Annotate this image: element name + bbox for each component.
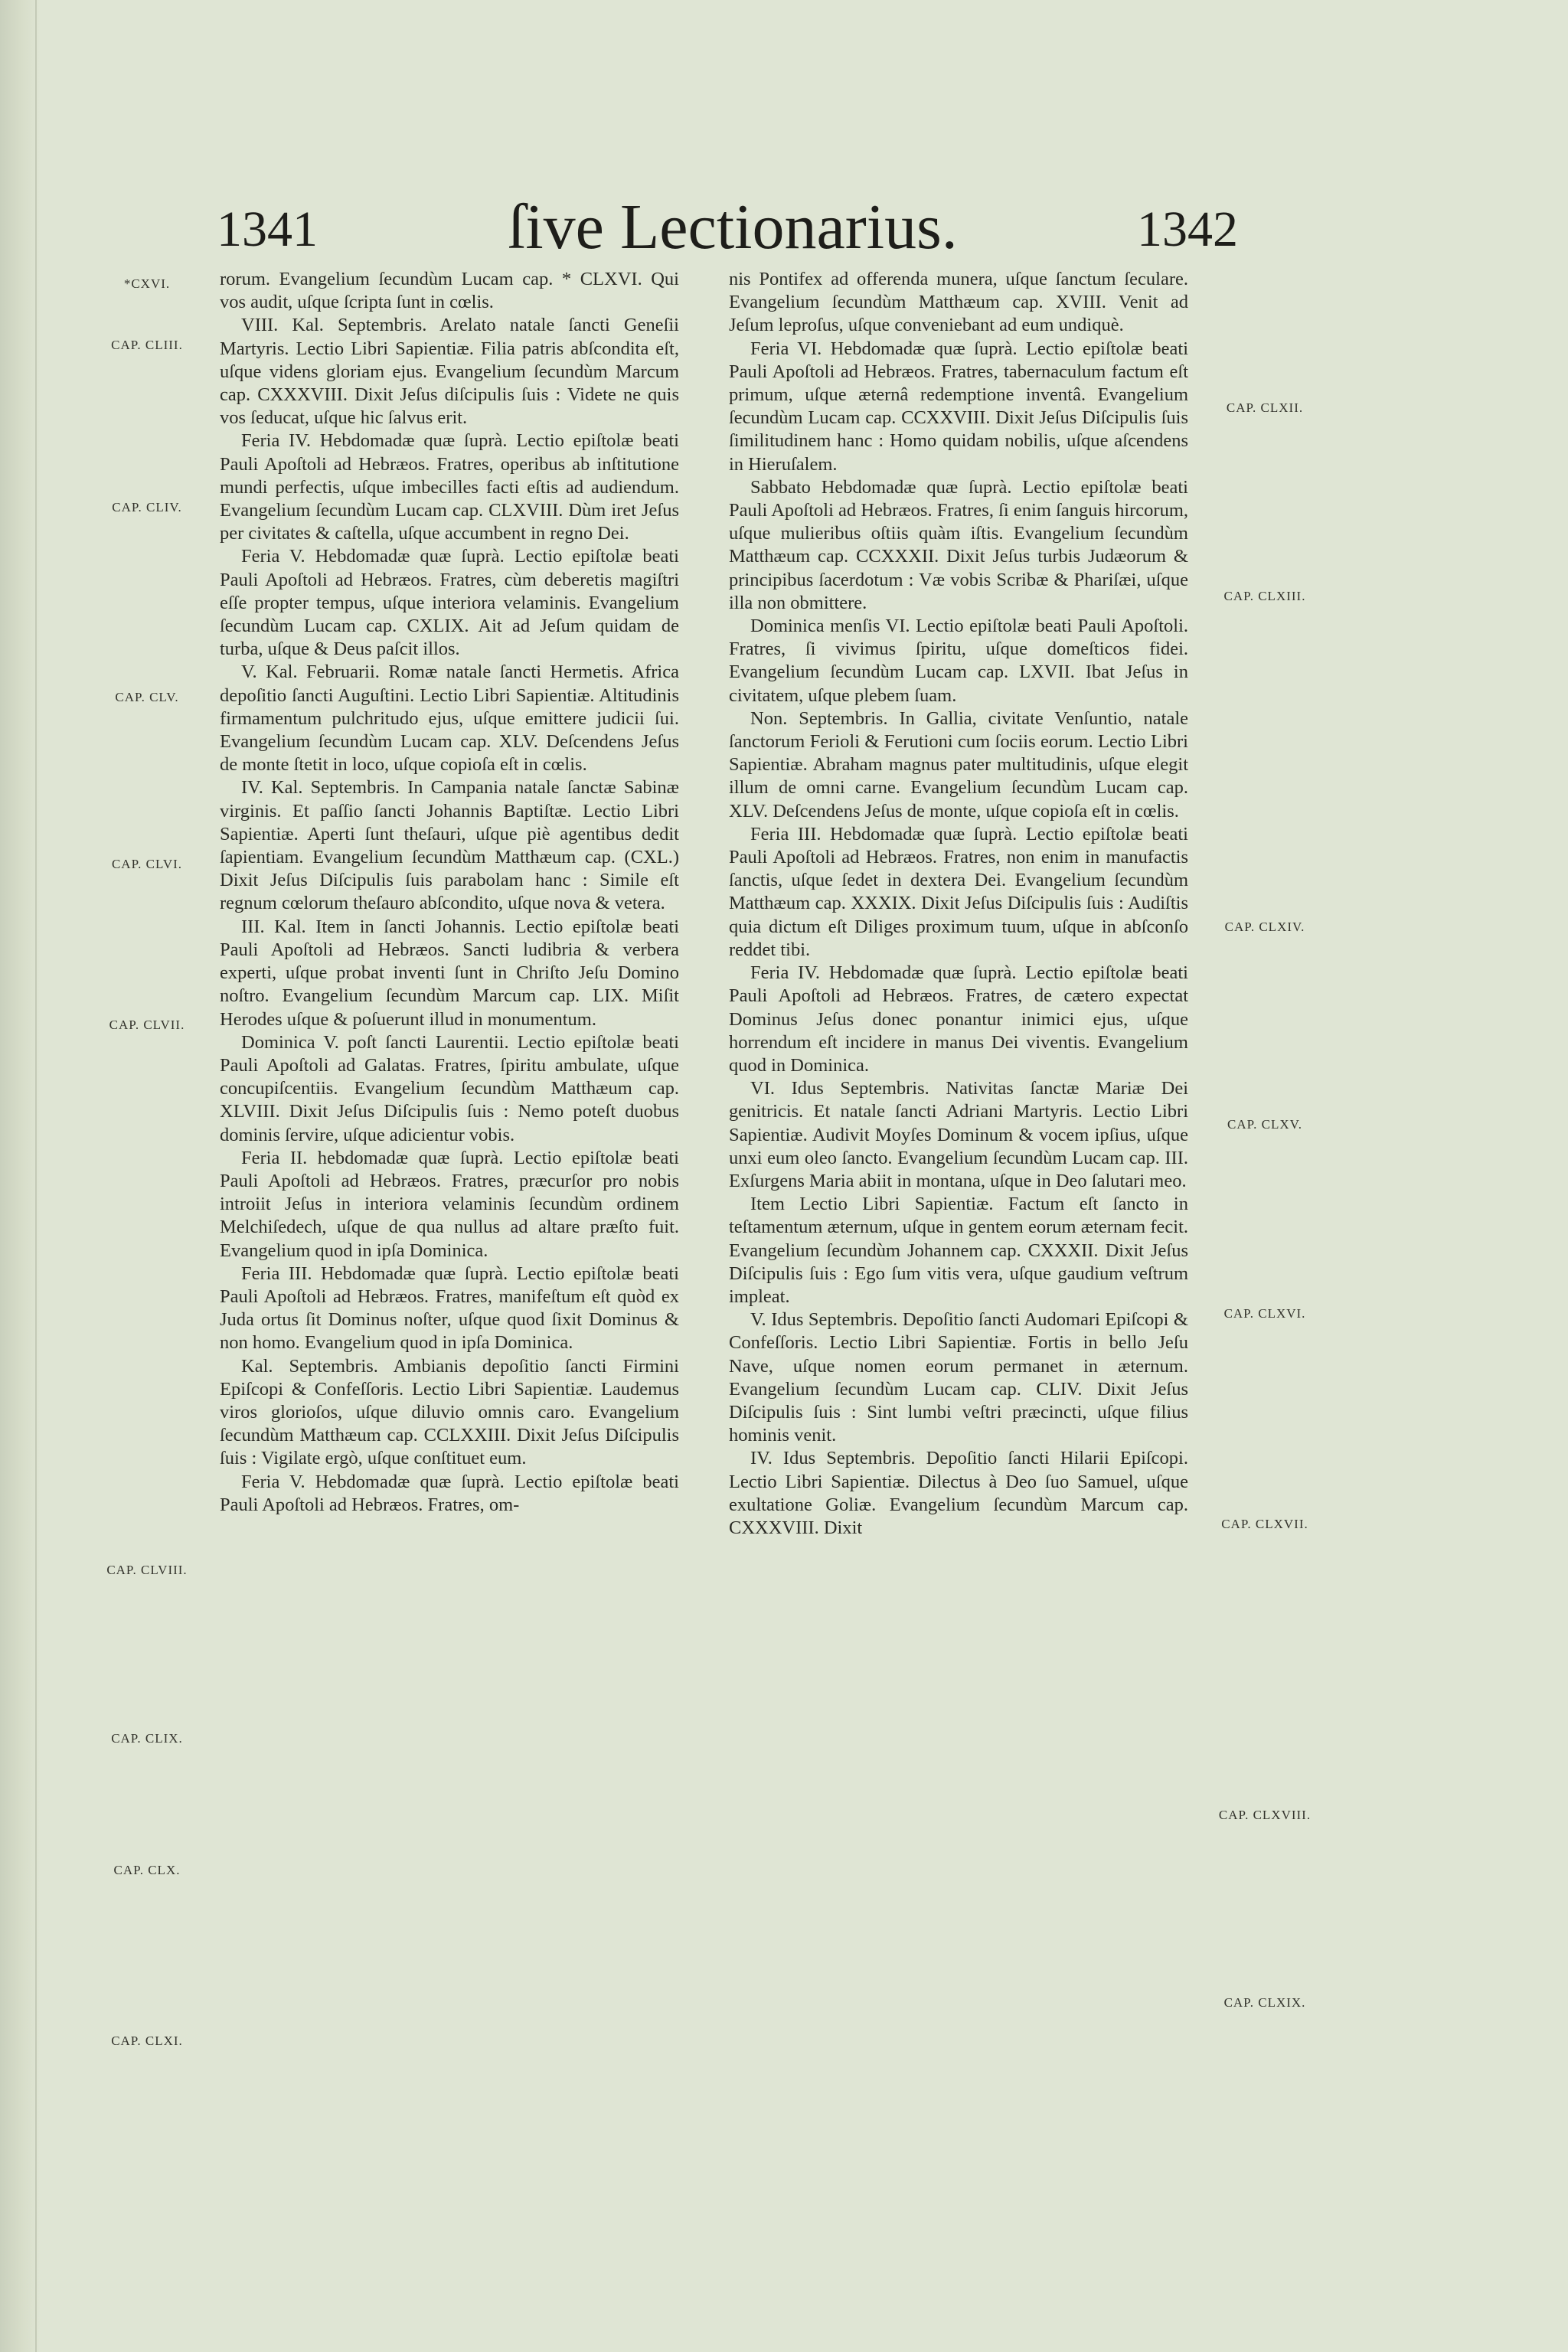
lection-paragraph: nis Pontifex ad offerenda munera, uſque ſanctum ſeculare. Evangelium ſecundùm Matthæum cap. XVIII. Venit ad Jeſum leproſus, uſque conveniebant ad eum undiquè.: [729, 269, 1188, 336]
margin-note-left: *CXVI.: [123, 276, 171, 291]
lection-paragraph: Feria III. Hebdomadæ quæ ſuprà. Lectio epiſtolæ beati Pauli Apoſtoli ad Hebræos. Fratres, manifeſtum eſt quòd ex Juda ortus ſit Dominus noſter, uſque quod ſixit Dominus & non homo. Evangelium quod in ipſa Dominica.: [220, 1263, 679, 1354]
lection-paragraph: rorum. Evangelium ſecundùm Lucam cap. * CLXVI. Qui vos audit, uſque ſcripta ſunt in cœlis.: [220, 269, 679, 313]
lection-paragraph: III. Kal. Item in ſancti Johannis. Lectio epiſtolæ beati Pauli Apoſtoli ad Hebræos. Sancti ludibria & verbera experti, uſque probat inventi ſunt in Chriſto Jeſu Domino noſtro. Evangelium ſecundùm Marcum cap. LIX. Miſit Herodes uſque & poſuerunt illud in monumentum.: [220, 916, 679, 1030]
lection-paragraph: Kal. Septembris. Ambianis depoſitio ſancti Firmini Epiſcopi & Confeſſoris. Lectio Libri Sapientiæ. Laudemus viros glorioſos, uſque diluvio omnis caro. Evangelium ſecundùm Matthæum cap. CCLXXIII. Dixit Jeſus Diſcipulis ſuis : Vigilate ergò, uſque conſtituet eum.: [220, 1355, 679, 1469]
lection-paragraph: V. Kal. Februarii. Romæ natale ſancti Hermetis. Africa depoſitio ſancti Auguſtini. Lectio Libri Sapientiæ. Altitudinis firmamentum pulchritudo ejus, uſque emittere judicii ſui. Evangelium ſecundùm Lucam cap. XLV. Deſcendens Jeſus de monte ſtetit in loco, uſque copioſa eſt in cœlis.: [220, 662, 679, 776]
right-text-column: [729, 268, 1188, 1540]
lection-paragraph: Feria V. Hebdomadæ quæ ſuprà. Lectio epiſtolæ beati Pauli Apoſtoli ad Hebræos. Fratres, cùm deberetis magiſtri eſſe propter tempus, uſque interiora velaminis. Evangelium ſecundùm Lucam cap. CXLIX. Ait ad Jeſum quidam de turba, uſque & Deus paſcit illos.: [220, 546, 679, 660]
lection-paragraph: VI. Idus Septembris. Nativitas ſanctæ Mariæ Dei genitricis. Et natale ſancti Adriani Martyris. Lectio Libri Sapientiæ. Audivit Moyſes Dominum & vocem ipſius, uſque unxi eum oleo ſancto. Evangelium ſecundùm Lucam cap. III. Exſurgens Maria abiit in montana, uſque in Deo ſalutari meo.: [729, 1078, 1188, 1191]
lection-paragraph: Feria VI. Hebdomadæ quæ ſuprà. Lectio epiſtolæ beati Pauli Apoſtoli ad Hebræos. Fratres, tabernaculum factum eſt primum, uſque æternâ redemptione inventâ. Evangelium ſecundùm Lucam cap. CCXXVIII. Dixit Jeſus Diſcipulis ſuis ſimilitudinem hanc : Homo quidam nobilis, uſque aſcendens in Hieruſalem.: [729, 338, 1188, 475]
lection-paragraph: Dominica menſis VI. Lectio epiſtolæ beati Pauli Apoſtoli. Fratres, ſi vivimus ſpiritu, uſque domeſticos fidei. Evangelium ſecundùm Lucam cap. LXVII. Ibat Jeſus in civitatem, uſque plebem ſuam.: [729, 616, 1188, 706]
margin-note-right: CAP. CLXVII.: [1221, 1517, 1308, 1531]
margin-note-left: CAP. CLVII.: [109, 1018, 185, 1032]
lection-paragraph: Feria IV. Hebdomadæ quæ ſuprà. Lectio epiſtolæ beati Pauli Apoſtoli ad Hebræos. Fratres, operibus ab inſtitutione mundi perfectis, uſque imbecilles facti eſtis ad audiendum. Evangelium ſecundùm Lucam cap. CLXVIII. Dùm iret Jeſus per civitates & caſtella, uſque accumbent in regno Dei.: [220, 430, 679, 544]
margin-note-right: CAP. CLXV.: [1227, 1117, 1303, 1132]
lection-paragraph: Non. Septembris. In Gallia, civitate Venſuntio, natale ſanctorum Ferioli & Ferutioni cum ſociis eorum. Lectio Libri Sapientiæ. Abraham magnus pater multitudinis, uſque elegit illum de omni carne. Evangelium ſecundùm Lucam cap. XLV. Deſcendens Jeſus de monte, uſque copioſa eſt in cœlis.: [729, 707, 1188, 822]
lection-paragraph: Feria II. hebdomadæ quæ ſuprà. Lectio epiſtolæ beati Pauli Apoſtoli ad Hebræos. Fratres, præcurſor pro nobis introiit Jeſus in interiora velaminis ſecundùm ordinem Melchiſedech, uſque de qua nullus ad altare præſto fuit. Evangelium quod in ipſa Dominica.: [220, 1147, 679, 1261]
lection-paragraph: Feria III. Hebdomadæ quæ ſuprà. Lectio epiſtolæ beati Pauli Apoſtoli ad Hebræos. Fratres, non enim in manufactis ſanctis, uſque ſedet in dextera Dei. Evangelium ſecundùm Matthæum cap. XXXIX. Dixit Jeſus Diſcipulis ſuis : Audiſtis quia dictum eſt Diliges proximum tuum, uſque in abſconſo reddet tibi.: [729, 823, 1188, 960]
lection-paragraph: Dominica V. poſt ſancti Laurentii. Lectio epiſtolæ beati Pauli Apoſtoli ad Galatas. Fratres, ſpiritu ambulate, uſque concupiſcentiis. Evangelium ſecundùm Matthæum cap. XLVIII. Dixit Jeſus Diſcipulis ſuis : Nemo poteſt duobus dominis ſervire, uſque adicientur vobis.: [220, 1031, 679, 1145]
margin-note-left: CAP. CLVIII.: [106, 1563, 188, 1577]
margin-note-right: CAP. CLXIV.: [1224, 920, 1305, 934]
margin-note-left: CAP. CLVI.: [111, 857, 183, 871]
binding-gutter: [0, 0, 40, 2352]
margin-note-left: CAP. CLIX.: [111, 1731, 183, 1746]
margin-note-left: CAP. CLXI.: [111, 2034, 183, 2048]
margin-note-right: CAP. CLXVIII.: [1218, 1808, 1312, 1822]
margin-note-left: CAP. CLIII.: [111, 338, 183, 352]
margin-note-left: CAP. CLV.: [115, 690, 179, 704]
margin-note-right: CAP. CLXIII.: [1223, 589, 1306, 603]
left-text-column: [220, 268, 679, 1517]
margin-note-left: CAP. CLIV.: [112, 500, 182, 514]
page-number-right: 1342: [1137, 201, 1238, 257]
margin-note-left: CAP. CLX.: [113, 1863, 181, 1877]
margin-note-right: CAP. CLXVI.: [1223, 1306, 1306, 1321]
lection-paragraph: Sabbato Hebdomadæ quæ ſuprà. Lectio epiſtolæ beati Pauli Apoſtoli ad Hebræos. Fratres, ſi enim ſanguis hircorum, uſque mulieribus oſtiis quàm iſtis. Evangelium ſecundùm Matthæum cap. CCXXXII. Dixit Jeſus turbis Judæorum & principibus ſacerdotum : Væ vobis Scribæ & Phariſæi, uſque illa non obmittere.: [729, 476, 1188, 613]
lection-paragraph: VIII. Kal. Septembris. Arelato natale ſancti Geneſii Martyris. Lectio Libri Sapientiæ. Filia patris abſcondita eſt, uſque videns gloriam ejus. Evangelium ſecundùm Marcum cap. CXXXVIII. Dixit Jeſus diſcipulis ſuis : Videte ne quis vos ſeducat, uſque hic ſalvus erit.: [220, 315, 679, 429]
lection-paragraph: Item Lectio Libri Sapientiæ. Factum eſt ſancto in teſtamentum æternum, uſque in gentem eorum æternam fecit. Evangelium ſecundùm Johannem cap. CXXXII. Dixit Jeſus Diſcipulis ſuis : Ego ſum vitis vera, uſque gaudium veſtrum impleat.: [729, 1194, 1188, 1307]
binding-shadow-line: [35, 0, 37, 2352]
lection-paragraph: IV. Kal. Septembris. In Campania natale ſanctæ Sabinæ virginis. Et paſſio ſancti Johannis Baptiſtæ. Lectio Libri Sapientiæ. Aperti ſunt theſauri, uſque piè agentibus dedit ſapientiam. Evangelium ſecundùm Matthæum cap. (CXL.) Dixit Jeſus Diſcipulis ſuis parabolam hanc : Simile eſt regnum cœlorum theſauro abſcondito, uſque nova & vetera.: [220, 777, 679, 914]
margin-note-right: CAP. CLXII.: [1226, 400, 1304, 415]
lection-paragraph: Feria IV. Hebdomadæ quæ ſuprà. Lectio epiſtolæ beati Pauli Apoſtoli ad Hebræos. Fratres, de cætero expectat Dominus Jeſus donec ponantur inimici ejus, uſque horrendum eſt incidere in manus Dei viventis. Evangelium quod in Dominica.: [729, 962, 1188, 1076]
running-title: ſive Lectionarius.: [508, 191, 958, 263]
lection-paragraph: IV. Idus Septembris. Depoſitio ſancti Hilarii Epiſcopi. Lectio Libri Sapientiæ. Dilectus à Deo ſuo Samuel, uſque exultatione Goliæ. Evangelium ſecundùm Marcum cap. CXXXVIII. Dixit: [729, 1448, 1188, 1538]
page-number-left: 1341: [217, 201, 318, 257]
lection-paragraph: Feria V. Hebdomadæ quæ ſuprà. Lectio epiſtolæ beati Pauli Apoſtoli ad Hebræos. Fratres, om-: [220, 1471, 679, 1515]
lection-paragraph: V. Idus Septembris. Depoſitio ſancti Audomari Epiſcopi & Confeſſoris. Lectio Libri Sapientiæ. Fortis in bello Jeſu Nave, uſque nomen eorum permanet in æternum. Evangelium ſecundùm Lucam cap. CLIV. Dixit Jeſus Diſcipulis ſuis : Sint lumbi veſtri præcincti, uſque filius hominis venit.: [729, 1309, 1188, 1446]
margin-note-right: CAP. CLXIX.: [1223, 1995, 1306, 2010]
